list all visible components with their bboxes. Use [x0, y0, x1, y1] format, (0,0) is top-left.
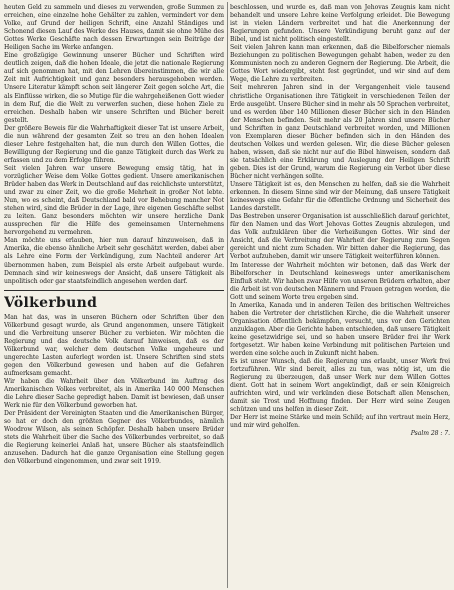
- paragraph: heuten Geld zu sammeln und dieses zu verwenden, große Summen zu erreichen, eine einzelne hohe Gehälter zu zahlen, vermindert vor dem Volke, auf Grund der heiligen Schrift, eine Anzahl Ständiges und Schonend diesen Lauf des Werke des Hauses, damit sie ohne Mühe des Gottes Werke Geschäfte nach dessen Erwartungen sein Beiträge der Heiligen Sache im Werke anfangen.: [4, 4, 224, 52]
- signature: Psalm 28 : 7.: [410, 430, 450, 438]
- paragraph: Das Bestreben unserer Organisation ist ausschließlich darauf gerichtet, für den Namen und das Wort Jehovas Gottes Zeugnis abzulegen, und das Volk aufzuklären über die Verheißungen Gottes. Wir sind der Ansicht, daß die Verbreitung der Wahrheit der Regierung zum Segen gereicht und nicht zum Schaden. Wir bitten daher die Regierung, das Verbot aufzuheben, damit wir unsere Tätigkeit weiterführen können.: [230, 213, 450, 261]
- paragraph: Seit vielen Jahren war unsere Bewegung emsig tätig, hat in vorzüglicher Weise dem Volke Gottes gedient. Unsere amerikanischen Brüder haben das Werk in Deutschland auf das reichlichste unterstützt, und zwar zu einer Zeit, wo die große Mehrheit in großer Not lebte. Nun, wo es scheint, daß Deutschland bald vor Behebung mancher Not stehen wird, sind die Brüder in der Lage, ihre eigenen Geschäfte selbst zu leiten. Ganz besonders möchten wir unsere herzliche Dank aussprechen für die Hilfe des gemeinsamen Unternehmens hervorgehend zu vermehren.: [4, 164, 224, 237]
- paragraph: In Amerika, Kanada und in anderen Teilen des britischen Weltreiches haben die Vertreter der christlichen Kirche, die die Wahrheit unserer Organisation öffentlich bekämpfen, versucht, uns vor den Gerichten anzuklagen. Aber die Gerichte haben entschieden, daß unsere Tätigkeit keine gesetzwidrige sei, und so haben unsere Brüder frei ihr Werk fortgesetzt. Wir haben keine Verbindung mit politischen Parteien und werden eine solche auch in Zukunft nicht haben.: [230, 301, 450, 358]
- paragraph: beschlossen, und wurde es, daß man von Jehovas Zeugnis kam nicht behandelt und unsere Lehre keine Verfolgung erleidet. Die Bewegung ist in vielen Ländern verbreitet und hat die Anerkennung der Regierungen gefunden. Unsere Verkündigung beruht ganz auf der Bibel, und ist nicht politisch eingestellt.: [230, 4, 450, 44]
- column-divider: [227, 2, 228, 588]
- paragraph: Im Interesse der Wahrheit möchten wir betonen, daß das Werk der Bibelforscher in Deutschland keineswegs unter amerikanischem Einfluß steht. Wir haben zwar Hilfe von unseren Brüdern erhalten, aber die Arbeit ist von deutschen Männern und Frauen getragen worden, die Gott und seinem Worte treu ergeben sind.: [230, 261, 450, 301]
- right-column: [230, 4, 450, 590]
- paragraph: Man hat das, was in unseren Büchern oder Schriften über den Völkerbund gesagt wurde, als Grund angenommen, unsere Tätigkeit und die Verbreitung unserer Bücher zu verbieten. Wir möchten die Regierung und das deutsche Volk darauf hinweisen, daß es der Völkerbund war, welcher dem deutschen Volke ungeheure und ungerechte Lasten auferlegt worden ist. Unsere Schriften sind stets gegen den Völkerbund gewesen und haben auf die Gefahren aufmerksam gemacht.: [4, 313, 224, 377]
- paragraph: Der Herr ist meine Stärke und mein Schild; auf ihn vertraut mein Herz, und mir wird geholfen.: [230, 414, 450, 430]
- paragraph: Es ist unser Wunsch, daß die Regierung uns erlaubt, unser Werk frei fortzuführen. Wir sind bereit, alles zu tun, was nötig ist, um die Regierung zu überzeugen, daß unser Werk nur dem Willen Gottes dient. Gott hat in seinem Wort angekündigt, daß er sein Königreich aufrichten wird, und wir verkünden diese Botschaft allen Menschen, damit sie Trost und Hoffnung finden. Der Herr wird seine Zeugen schützen und uns helfen in dieser Zeit.: [230, 358, 450, 414]
- section-heading-voelkerbund: Völkerbund: [4, 290, 224, 312]
- paragraph: Unsere Tätigkeit ist es, den Menschen zu helfen, daß sie die Wahrheit erkennen. In diesem Sinne sind wir der Meinung, daß unsere Tätigkeit keineswegs eine Gefahr für die öffentliche Ordnung und Sicherheit des Landes darstellt.: [230, 181, 450, 213]
- paragraph: Seit mehreren Jahren sind in der Vergangenheit viele tausend christliche Organisationen ihre Tätigkeit in verschiedenen Teilen der Erde ausgeübt. Unsere Bücher sind in mehr als 50 Sprachen verbreitet, und es werden über 140 Millionen dieser Bücher sich in den Händen der Menschen befinden. Seit mehr als 20 Jahren sind unsere Bücher und Schriften in ganz Deutschland verbreitet worden, und Millionen von Exemplaren dieser Bücher befinden sich in den Händen des deutschen Volkes und werden gelesen. Wir, die diese Bücher gelesen haben, wissen, daß sie nicht nur auf die Bibel hinweisen, sondern daß sie tatsächlich eine Erklärung und Auslegung der Heiligen Schrift geben. Dies ist der Grund, warum die Regierung ein Verbot über diese Bücher nicht verhängen sollte.: [230, 84, 450, 180]
- paragraph: Seit vielen Jahren kann man erkennen, daß die Bibelforscher niemals Beziehungen zu politischen Bewegungen gehabt haben, weder zu den Kommunisten noch zu anderen Gegnern der Regierung. Die Arbeit, die Gottes Wort wiedergibt, steht fest gegründet, und wir sind auf dem Wege, die Lehre zu verbreiten.: [230, 44, 450, 84]
- paragraph: Der Präsident der Vereinigten Staaten und die Amerikanischen Bürger, so hat er doch den größten Gegner des Völkerbundes, nämlich Woodrow Wilson, als seinen Schöpfer. Deshalb haben unsere Brüder stets die Wahrheit über die Sache des Völkerbundes verbreitet, so daß die Regierung keinerlei Anlaß hat, unsere Bücher als staatsfeindlich anzusehen. Dadurch hat die ganze Organisation eine Stellung gegen den Völkerbund eingenommen, und zwar seit 1919.: [4, 410, 224, 466]
- paragraph: Eine großzügige Gewinnung unserer Bücher und Schriften wird deutlich zeigen, daß die hohen Ideale, die jetzt die nationale Regierung auf sich genommen hat, mit den Lehren übereinstimmen, die wir alle Zeit mit Aufrichtigkeit und ganz besonders herausgehoben werden. Unsere Literatur kämpft schon seit längerer Zeit gegen solche Art, die als Einflüsse wirken, die so Mutige für die wahrgeheißenen Gott wieder in dem Ruf, die die Welt zu verwerfen suchen, diese hohen Ziele zu erreichen. Deshalb haben wir unsere Schriften und Bücher bereit gestellt.: [4, 52, 224, 124]
- left-column: [4, 4, 224, 590]
- paragraph: Man möchte uns erlauben, hier nun darauf hinzuweisen, daß in Amerika, die ebenso ähnliche Arbeit sehr geschätzt werden, dabei aber als Lehre eine Form der Verkündigung, zum Nachteil anderer Art übernommen haben, zum Beispiel als erste Arbeit aufgebaut wurde. Demnach sind wir keineswegs der Ansicht, daß unsere Tätigkeit als unpolitisch oder gar staatsfeindlich angesehen werden darf.: [4, 237, 224, 285]
- paragraph: Der größere Beweis für die Wahrhaftigkeit dieser Tat ist unsere Arbeit, die nun während der gesamten Zeit so treu an den hohen Idealen dieser Lehre festgehalten hat, die nun durch den Willen Gottes, die Bewilligung der Regierung und die ganze Tätigkeit durch das Werk zu erfassen und zu dem Erfolge führen.: [4, 124, 224, 164]
- paragraph: Wir haben die Wahrheit über den Völkerbund im Auftrag des Amerikanischen Volkes verbreitet, als in Amerika 140 000 Menschen die Lehre dieser Sache gepredigt haben. Damit ist bewiesen, daß unser Werk nie für den Völkerbund geworben hat.: [4, 378, 224, 410]
